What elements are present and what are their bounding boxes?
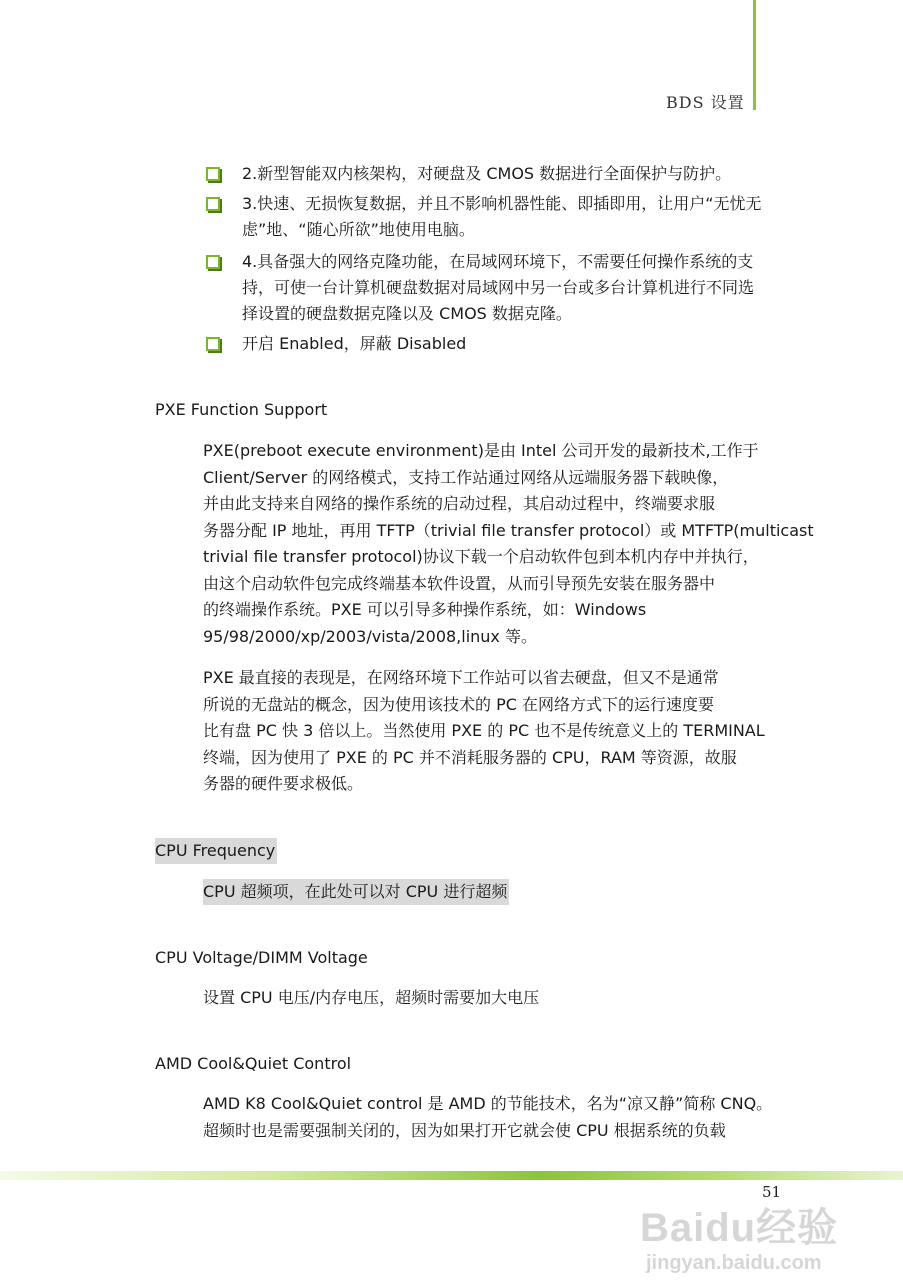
bullet-text: 2.新型智能双内核架构，对硬盘及 CMOS 数据进行全面保护与防护。 xyxy=(242,164,732,183)
section-heading-cpu-frequency: CPU Frequency xyxy=(155,838,277,864)
section-heading-pxe: PXE Function Support xyxy=(155,400,328,419)
paragraph-line: PXE(preboot execute environment)是由 Intel 公司开发的最新技术,工作于 xyxy=(203,441,759,460)
bullet-text: 择设置的硬盘数据克隆以及 CMOS 数据克隆。 xyxy=(242,304,572,323)
paragraph-line: trivial file transfer protocol)协议下载一个启动软件包到本机内存中并执行， xyxy=(203,547,759,566)
section-heading-cpu-voltage: CPU Voltage/DIMM Voltage xyxy=(155,948,368,967)
footer-accent-bar xyxy=(0,1171,903,1180)
paragraph-line: CPU 超频项，在此处可以对 CPU 进行超频 xyxy=(203,879,509,905)
paragraph-line: 比有盘 PC 快 3 倍以上。当然使用 PXE 的 PC 也不是传统意义上的 TERMINAL xyxy=(203,721,765,740)
watermark-url: jingyan.baidu.com xyxy=(646,1252,822,1274)
paragraph-line: 所说的无盘站的概念，因为使用该技术的 PC 在网络方式下的运行速度要 xyxy=(203,694,714,714)
header-accent-line xyxy=(753,0,756,110)
paragraph-line: 由这个启动软件包完成终端基本软件设置，从而引导预先安装在服务器中 xyxy=(203,573,716,593)
paragraph-line: AMD K8 Cool&Quiet control 是 AMD 的节能技术，名为“凉又静”简称 CNQ。 xyxy=(203,1094,773,1113)
paragraph-line: 超频时也是需要强制关闭的，因为如果打开它就会使 CPU 根据系统的负载 xyxy=(203,1120,726,1140)
checkbox-bullet-icon xyxy=(206,337,220,351)
section-header: BDS 设置 xyxy=(666,93,745,112)
section-heading-amd-cool-quiet: AMD Cool&Quiet Control xyxy=(155,1054,352,1073)
checkbox-bullet-icon xyxy=(206,197,220,211)
paragraph-line: 并由此支持来自网络的操作系统的启动过程，其启动过程中，终端要求服 xyxy=(203,494,716,513)
baidu-watermark-logo xyxy=(640,1206,838,1276)
paragraph-line: PXE 最直接的表现是，在网络环境下工作站可以省去硬盘，但又不是通常 xyxy=(203,668,719,687)
watermark-text: Baidu经验 xyxy=(640,1206,839,1250)
bullet-text: 开启 Enabled，屏蔽 Disabled xyxy=(242,334,467,353)
page-number: 51 xyxy=(762,1183,782,1201)
bullet-text: 3.快速、无损恢复数据，并且不影响机器性能、即插即用，让用户“无忧无 xyxy=(242,194,762,213)
checkbox-bullet-icon xyxy=(206,167,220,181)
checkbox-bullet-icon xyxy=(206,255,220,269)
paragraph-line: 务器的硬件要求极低。 xyxy=(203,774,364,793)
paragraph-line: 设置 CPU 电压/内存电压，超频时需要加大电压 xyxy=(203,988,540,1007)
bullet-text: 4.具备强大的网络克隆功能，在局域网环境下，不需要任何操作系统的支 xyxy=(242,252,754,271)
paragraph-line: Client/Server 的网络模式，支持工作站通过网络从远端服务器下载映像， xyxy=(203,467,729,487)
bullet-text: 虑”地、“随心所欲”地使用电脑。 xyxy=(242,220,475,239)
paragraph-line: 的终端操作系统。PXE 可以引导多种操作系统，如：Windows xyxy=(203,600,647,619)
paragraph-line: 务器分配 IP 地址，再用 TFTP（trivial file transfer protocol）或 MTFTP(multicast xyxy=(203,520,814,540)
paragraph-line: 终端，因为使用了 PXE 的 PC 并不消耗服务器的 CPU，RAM 等资源，故服 xyxy=(203,747,737,767)
bullet-text: 持，可使一台计算机硬盘数据对局域网中另一台或多台计算机进行不同选 xyxy=(242,278,755,297)
paragraph-line: 95/98/2000/xp/2003/vista/2008,linux 等。 xyxy=(203,626,537,646)
